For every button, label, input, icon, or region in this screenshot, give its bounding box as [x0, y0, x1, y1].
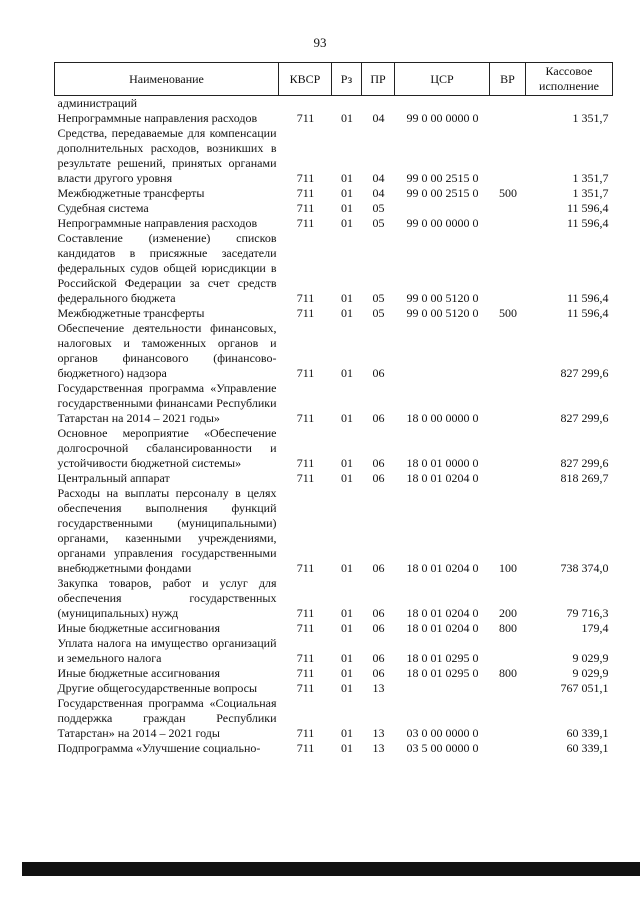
cell-rz: 01 — [341, 171, 353, 185]
cell-kvsr: 711 — [296, 366, 315, 380]
cell-kvsr: 711 — [296, 606, 315, 620]
cell-vr — [490, 201, 526, 216]
cell-vr — [490, 321, 526, 381]
table-header-row — [55, 63, 613, 96]
cell-csr: 99 0 00 2515 0 — [406, 186, 479, 200]
table-row — [55, 681, 613, 696]
cell-kvsr: 711 — [296, 726, 315, 740]
cell-csr: 18 0 01 0295 0 — [406, 666, 479, 680]
cell-name: Обеспечение деятельности финансовых, налоговых и таможенных органов и органов финансового (финансово-бюджетного) надзора — [57, 321, 277, 380]
cell-rz: 01 — [341, 201, 353, 215]
cell-vr — [490, 216, 526, 231]
cell-name: администраций — [57, 96, 138, 110]
cell-rz: 01 — [341, 306, 353, 320]
cell-csr: 18 0 01 0204 0 — [406, 606, 479, 620]
cell-rz: 01 — [341, 561, 353, 575]
cell-vr — [490, 636, 526, 666]
cell-pr: 04 — [372, 186, 385, 200]
cell-amount: 179,4 — [581, 621, 609, 635]
cell-pr: 06 — [372, 651, 385, 665]
page-number: 93 — [313, 35, 327, 50]
header-amount: Кассовое исполнение — [526, 63, 613, 96]
cell-name: Расходы на выплаты персоналу в целях обеспечения выполнения функций государственными (муниципальными) органами, казенными учреждениями, органами управления государственными внебюджетными фондами — [57, 486, 277, 575]
cell-pr: 05 — [372, 291, 385, 305]
cell-csr: 99 0 00 2515 0 — [406, 171, 479, 185]
cell-pr: 13 — [372, 726, 385, 740]
cell-name: Государственная программа «Управление государственными финансами Республики Татарстан на 2014 – 2021 годы» — [57, 381, 277, 425]
cell-name: Межбюджетные трансферты — [57, 186, 205, 200]
cell-csr: 99 0 00 5120 0 — [406, 291, 479, 305]
cell-vr: 500 — [499, 306, 517, 320]
table-row — [55, 186, 613, 201]
cell-name: Средства, передаваемые для компенсации дополнительных расходов, возникших в результате решений, принятых органами власти другого уровня — [57, 126, 277, 185]
cell-csr: 03 0 00 0000 0 — [406, 726, 479, 740]
cell-rz: 01 — [341, 651, 353, 665]
cell-name: Подпрограмма «Улучшение социально- — [57, 741, 261, 755]
cell-pr: 05 — [372, 216, 385, 230]
cell-pr: 06 — [372, 471, 385, 485]
cell-amount: 1 351,7 — [572, 111, 609, 125]
cell-rz — [332, 96, 362, 112]
table-row — [55, 636, 613, 666]
cell-pr: 06 — [372, 411, 385, 425]
cell-kvsr: 711 — [296, 291, 315, 305]
cell-name: Центральный аппарат — [57, 471, 170, 485]
table-row — [55, 96, 613, 112]
cell-pr: 06 — [372, 561, 385, 575]
cell-kvsr: 711 — [296, 456, 315, 470]
cell-name: Основное мероприятие «Обеспечение долгосрочной сбалансированности и устойчивости бюджетной системы» — [57, 426, 277, 470]
cell-rz: 01 — [341, 291, 353, 305]
cell-rz: 01 — [341, 471, 353, 485]
cell-csr: 18 0 01 0204 0 — [406, 471, 479, 485]
cell-pr: 06 — [372, 666, 385, 680]
cell-amount: 738 374,0 — [560, 561, 609, 575]
cell-csr — [395, 321, 490, 381]
table-row — [55, 486, 613, 576]
cell-rz: 01 — [341, 216, 353, 230]
cell-name: Государственная программа «Социальная поддержка граждан Республики Татарстан» на 2014 – 2021 годы — [57, 696, 277, 740]
cell-rz: 01 — [341, 186, 353, 200]
cell-rz: 01 — [341, 456, 353, 470]
cell-amount: 9 029,9 — [572, 651, 609, 665]
cell-pr: 13 — [372, 681, 385, 695]
cell-vr — [490, 426, 526, 471]
cell-amount: 818 269,7 — [560, 471, 609, 485]
cell-kvsr: 711 — [296, 666, 315, 680]
cell-pr: 06 — [372, 606, 385, 620]
cell-csr — [395, 96, 490, 112]
cell-csr: 18 0 00 0000 0 — [406, 411, 479, 425]
header-kvsr: КВСР — [279, 63, 332, 96]
table-row — [55, 741, 613, 756]
cell-amount: 60 339,1 — [566, 726, 609, 740]
cell-vr — [490, 471, 526, 486]
cell-csr — [395, 681, 490, 696]
cell-rz: 01 — [341, 606, 353, 620]
cell-kvsr — [279, 96, 332, 112]
cell-name: Уплата налога на имущество организаций и земельного налога — [57, 636, 277, 665]
cell-kvsr: 711 — [296, 561, 315, 575]
cell-amount — [526, 96, 613, 112]
cell-pr — [362, 96, 395, 112]
cell-name: Иные бюджетные ассигнования — [57, 666, 220, 680]
cell-rz: 01 — [341, 681, 353, 695]
cell-amount: 827 299,6 — [560, 411, 609, 425]
cell-rz: 01 — [341, 621, 353, 635]
cell-pr: 05 — [372, 306, 385, 320]
header-name: Наименование — [55, 63, 279, 96]
cell-amount: 11 596,4 — [566, 201, 609, 215]
cell-vr: 500 — [499, 186, 517, 200]
table-row — [55, 666, 613, 681]
cell-vr: 200 — [499, 606, 517, 620]
header-csr: ЦСР — [395, 63, 490, 96]
cell-pr: 06 — [372, 366, 385, 380]
table-row — [55, 321, 613, 381]
table-row — [55, 696, 613, 741]
cell-vr — [490, 696, 526, 741]
cell-csr — [395, 201, 490, 216]
cell-csr: 03 5 00 0000 0 — [406, 741, 479, 755]
cell-vr — [490, 381, 526, 426]
table-row — [55, 126, 613, 186]
cell-amount: 1 351,7 — [572, 171, 609, 185]
cell-csr: 18 0 01 0204 0 — [406, 561, 479, 575]
cell-pr: 05 — [372, 201, 385, 215]
cell-kvsr: 711 — [296, 651, 315, 665]
cell-vr — [490, 681, 526, 696]
cell-name: Межбюджетные трансферты — [57, 306, 205, 320]
cell-amount: 9 029,9 — [572, 666, 609, 680]
cell-rz: 01 — [341, 111, 353, 125]
cell-vr: 800 — [499, 666, 517, 680]
table-row — [55, 201, 613, 216]
cell-amount: 79 716,3 — [566, 606, 609, 620]
header-rz: Рз — [332, 63, 362, 96]
cell-rz: 01 — [341, 666, 353, 680]
table-body — [55, 96, 613, 757]
table-row — [55, 381, 613, 426]
cell-vr: 800 — [499, 621, 517, 635]
cell-amount: 767 051,1 — [560, 681, 609, 695]
cell-kvsr: 711 — [296, 471, 315, 485]
cell-amount: 11 596,4 — [566, 216, 609, 230]
cell-name: Непрограммные направления расходов — [57, 216, 258, 230]
cell-vr — [490, 231, 526, 306]
cell-vr — [490, 126, 526, 186]
budget-table — [54, 62, 613, 756]
table-row — [55, 306, 613, 321]
cell-kvsr: 711 — [296, 111, 315, 125]
cell-vr — [490, 741, 526, 756]
cell-vr: 100 — [499, 561, 517, 575]
cell-csr: 99 0 00 0000 0 — [406, 111, 479, 125]
cell-amount: 1 351,7 — [572, 186, 609, 200]
cell-csr: 18 0 01 0000 0 — [406, 456, 479, 470]
cell-rz: 01 — [341, 726, 353, 740]
cell-amount: 11 596,4 — [566, 291, 609, 305]
cell-pr: 06 — [372, 456, 385, 470]
cell-rz: 01 — [341, 411, 353, 425]
cell-rz: 01 — [341, 741, 353, 755]
table-row — [55, 471, 613, 486]
header-pr: ПР — [362, 63, 395, 96]
cell-kvsr: 711 — [296, 216, 315, 230]
cell-name: Другие общегосударственные вопросы — [57, 681, 258, 695]
cell-kvsr: 711 — [296, 681, 315, 695]
cell-kvsr: 711 — [296, 306, 315, 320]
cell-name: Судебная система — [57, 201, 149, 215]
cell-pr: 04 — [372, 171, 385, 185]
cell-amount: 11 596,4 — [566, 306, 609, 320]
cell-csr: 18 0 01 0204 0 — [406, 621, 479, 635]
header-vr: ВР — [490, 63, 526, 96]
table-row — [55, 111, 613, 126]
cell-kvsr: 711 — [296, 741, 315, 755]
table-row — [55, 216, 613, 231]
cell-name: Составление (изменение) списков кандидатов в присяжные заседатели федеральных судов общей юрисдикции в Российской Федерации за счет средств федерального бюджета — [57, 231, 277, 305]
cell-pr: 04 — [372, 111, 385, 125]
table-row — [55, 426, 613, 471]
cell-name: Непрограммные направления расходов — [57, 111, 258, 125]
cell-kvsr: 711 — [296, 411, 315, 425]
cell-amount: 60 339,1 — [566, 741, 609, 755]
cell-csr: 18 0 01 0295 0 — [406, 651, 479, 665]
cell-kvsr: 711 — [296, 621, 315, 635]
table-row — [55, 231, 613, 306]
cell-rz: 01 — [341, 366, 353, 380]
cell-csr: 99 0 00 5120 0 — [406, 306, 479, 320]
table-row — [55, 621, 613, 636]
cell-pr: 06 — [372, 621, 385, 635]
cell-amount: 827 299,6 — [560, 366, 609, 380]
cell-name: Закупка товаров, работ и услуг для обеспечения государственных (муниципальных) нужд — [57, 576, 277, 620]
cell-csr: 99 0 00 0000 0 — [406, 216, 479, 230]
cell-kvsr: 711 — [296, 186, 315, 200]
cell-vr — [490, 96, 526, 112]
scan-border-bar — [22, 862, 640, 876]
cell-kvsr: 711 — [296, 171, 315, 185]
table-row — [55, 576, 613, 621]
cell-kvsr: 711 — [296, 201, 315, 215]
cell-name: Иные бюджетные ассигнования — [57, 621, 220, 635]
cell-vr — [490, 111, 526, 126]
cell-pr: 13 — [372, 741, 385, 755]
cell-amount: 827 299,6 — [560, 456, 609, 470]
